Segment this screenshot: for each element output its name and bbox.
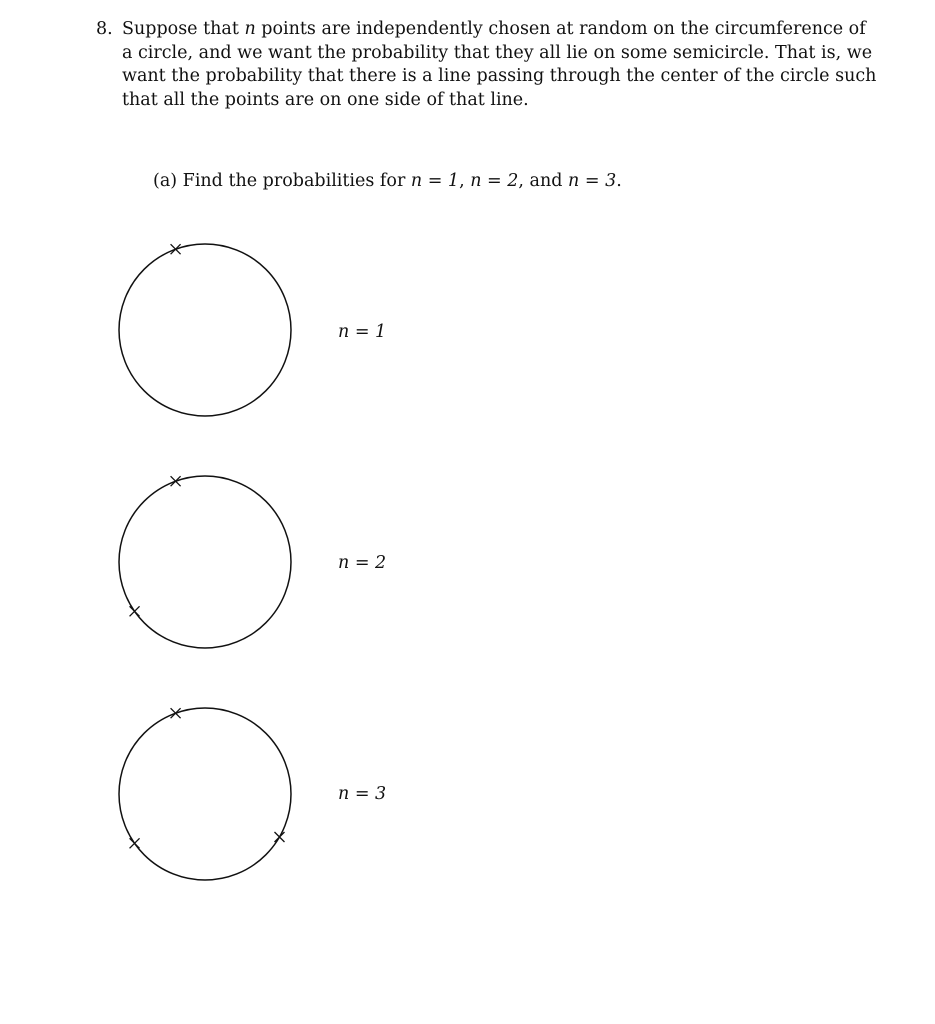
label-math: n = 2	[338, 553, 387, 573]
point-x-mark	[274, 832, 284, 842]
statement-text: Suppose that	[122, 19, 245, 39]
problem-8	[96, 18, 877, 112]
part-a	[153, 171, 622, 191]
statement-line-2: a circle, and we want the probability that they all lie on some semicircle. That is, we	[122, 42, 873, 63]
point-x-mark	[171, 244, 181, 254]
circle	[119, 244, 291, 416]
figure-label-n3	[338, 784, 386, 804]
part-a-label: (a)	[153, 171, 178, 191]
math-term: n = 2	[470, 171, 519, 191]
period: .	[616, 171, 622, 191]
circle	[119, 708, 291, 880]
problem-number: 8.	[96, 19, 113, 39]
circle-diagram	[110, 694, 310, 894]
problem-statement	[122, 18, 877, 112]
part-a-text: Find the probabilities for	[182, 171, 411, 191]
point-x-mark	[171, 708, 181, 718]
statement-line-4: that all the points are on one side of that line.	[122, 89, 529, 110]
separator: ,	[459, 171, 471, 191]
figure-label-n1	[338, 322, 386, 342]
math-n: n	[244, 19, 256, 39]
statement-line-3: want the probability that there is a line passing through the center of the circle such	[122, 66, 877, 86]
math-term: n = 3	[568, 171, 617, 191]
circle-figure-n3	[110, 694, 310, 894]
point-x-mark	[171, 476, 181, 486]
label-math: n = 1	[338, 322, 387, 342]
circle-diagram	[110, 230, 310, 430]
label-math: n = 3	[338, 784, 387, 804]
statement-text: points are independently chosen at random on the circumference of	[255, 19, 866, 39]
circle	[119, 476, 291, 648]
figure-label-n2	[338, 553, 386, 573]
statement-line-1	[122, 18, 866, 42]
math-term: n = 1	[410, 171, 460, 191]
circle-figure-n2	[110, 462, 310, 662]
separator: , and	[518, 171, 569, 191]
point-x-mark	[130, 606, 140, 616]
circle-diagram	[110, 462, 310, 662]
point-x-mark	[130, 838, 140, 848]
circle-figure-n1	[110, 230, 310, 430]
